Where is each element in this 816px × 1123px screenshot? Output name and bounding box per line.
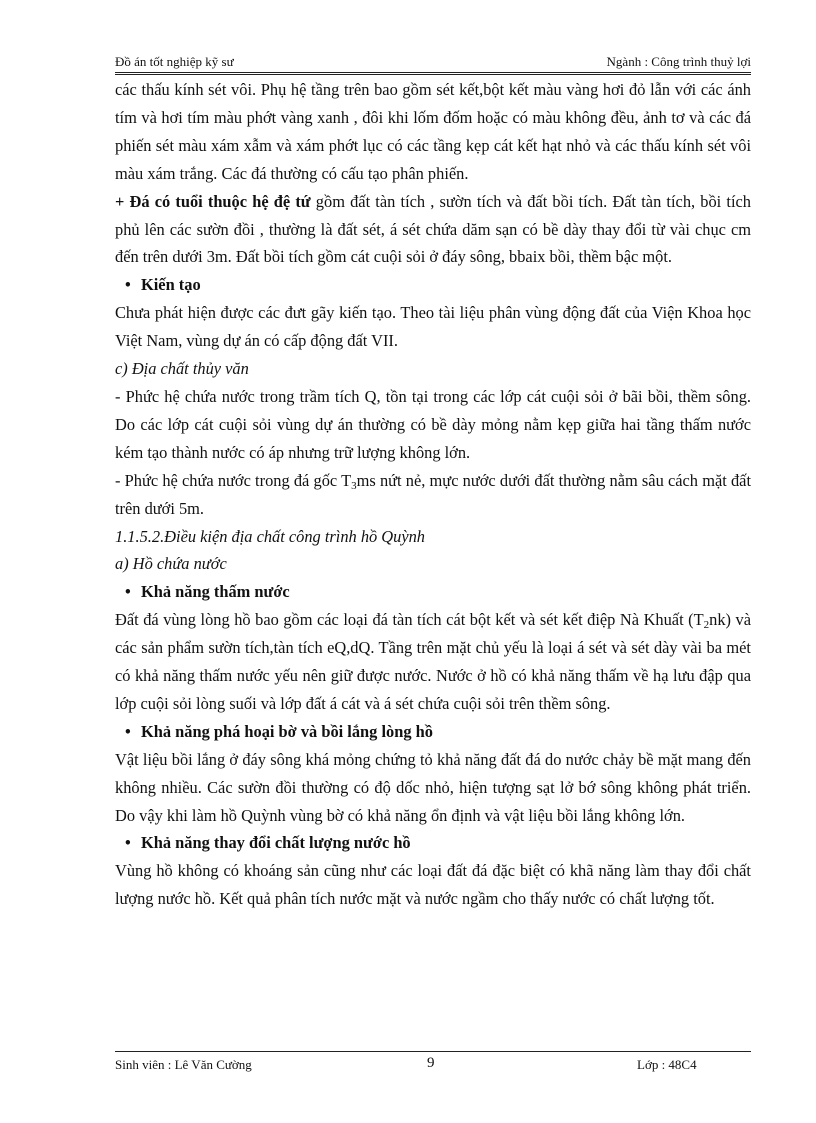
section-heading-1152: 1.1.5.2.Điều kiện địa chất công trình hồ Quỳnh [115, 526, 426, 546]
heading-reservoir: a) Hồ chứa nước [115, 554, 227, 574]
paragraph-aquifer-q: - Phức hệ chứa nước trong trầm tích Q, tồn tại trong các lớp cát cuội sỏi ở bãi bồi, thềm sông. Do các lớp cát cuội sỏi vùng dự án thường có bề dày mỏng nằm kẹp giữa hai tầng thấm nước kém tạo thành nước có áp nhưng trữ lượng không lớn. [115, 386, 751, 462]
subscript-2: 2 [703, 619, 710, 632]
header-rule [115, 72, 751, 75]
permeability-text-a: Đất đá vùng lòng hồ bao gồm các loại đá tàn tích cát bột kết và sét kết điệp Nà Khuất (T [115, 610, 704, 630]
footer-rule [115, 1051, 751, 1052]
page-header [115, 50, 751, 72]
bullet-permeability-label: Khả năng thấm nước [141, 582, 290, 602]
bullet-dot-icon: • [125, 721, 131, 741]
permeability-text-b: nk) và các sản phẩm sườn tích,tàn tích eQ,dQ. Tầng trên mặt chủ yếu là loại á sét và sét dày vài ba mét có khả năng thấm nước yếu nên giữ được nước. Nước ở hồ có khả năng thấm về hạ lưu đập qua lớp cuội sỏi lòng suối và lớp đất á cát và á sét chứa cuội sỏi trên thềm sông. [115, 610, 751, 713]
heading-hydrogeology: c) Địa chất thủy văn [115, 359, 249, 379]
body-content [115, 76, 751, 913]
bullet-water-quality-label: Khả năng thay đổi chất lượng nước hồ [141, 833, 411, 853]
paragraph-quaternary [115, 188, 751, 272]
bullet-dot-icon: • [125, 582, 131, 602]
header-right-text: Ngành : Công trình thuỷ lợi [606, 54, 751, 69]
footer-student: Sinh viên : Lê Văn Cường [115, 1057, 252, 1072]
subscript-3: 3 [351, 479, 357, 492]
paragraph-tectonics: Chưa phát hiện được các đưt gãy kiến tạo. Theo tài liệu phân vùng động đất của Viện Khoa học Việt Nam, vùng dự án có cấp động đất VII. [115, 303, 751, 351]
bullet-tectonics-label: Kiến tạo [141, 275, 201, 295]
bullet-permeability [115, 578, 751, 606]
header-left-text: Đồ án tốt nghiệp kỹ sư [115, 54, 234, 69]
bullet-dot-icon: • [125, 275, 131, 295]
paragraph-bank-erosion: Vật liệu bồi lắng ở đáy sông khá mỏng chứng tỏ khả năng đất đá do nước chảy bề mặt mang đến không nhiều. Các sườn đồi thường có độ dốc nhỏ, hiện tượng sạt lở bớ sông không phát triển. Do vậy khi làm hồ Quỳnh vùng bờ có khả năng ổn định và vật liệu bồi lắng không lớn. [115, 749, 751, 825]
quaternary-text: gồm đất tàn tích , sườn tích và đất bồi tích. Đất tàn tích, bồi tích phủ lên các sườn đồi , thường là đất sét, á sét chứa dăm sạn có bề dày thay đổi từ vài chục cm đến trên dưới 3m. Đất bồi tích gồm cát cuội sỏi ở đáy sông, bbaix bồi, thềm bậc một. [115, 191, 751, 267]
bullet-bank-erosion [115, 718, 751, 746]
aquifer-bedrock-text-a: - Phức hệ chứa nước trong đá gốc T [115, 470, 352, 490]
bullet-tectonics [115, 271, 751, 299]
page-footer [115, 1055, 751, 1075]
footer-class: Lớp : 48C4 [637, 1057, 697, 1072]
paragraph-permeability [115, 606, 751, 718]
paragraph-water-quality: Vùng hồ không có khoáng sản cũng như các loại đất đá đặc biệt có khã năng làm thay đổi chất lượng nước hồ. Kết quả phân tích nước mặt và nước ngầm cho thấy nước có chất lượng tốt. [115, 861, 751, 909]
bullet-bank-erosion-label: Khả năng phá hoại bờ và bồi lắng lòng hồ [141, 721, 433, 741]
aquifer-bedrock-text-b: ms nứt nẻ, mực nước dưới đất thường nằm sâu cách mặt đất trên dưới 5m. [115, 470, 752, 518]
bullet-dot-icon: • [125, 833, 131, 853]
paragraph-aquifer-bedrock [115, 467, 751, 523]
bullet-water-quality [115, 829, 751, 857]
quaternary-heading: + Đá có tuổi thuộc hệ đệ tứ [115, 191, 311, 211]
page-number: 9 [427, 1055, 435, 1071]
paragraph-rock-description: các thấu kính sét vôi. Phụ hệ tầng trên bao gồm sét kết,bột kết màu vàng hơi đỏ lẫn với các ánh tím và hơi tím màu phớt vàng xanh , đôi khi lốm đốm hoặc có màu không đều, ảnh tơ và các đá phiến sét màu xám xẫm và xám phớt lục có các tầng kẹp cát kết hạt nhỏ và các thấu kính sét vôi màu xám trắng. Các đá thường có cấu tạo phân phiến. [115, 80, 751, 183]
